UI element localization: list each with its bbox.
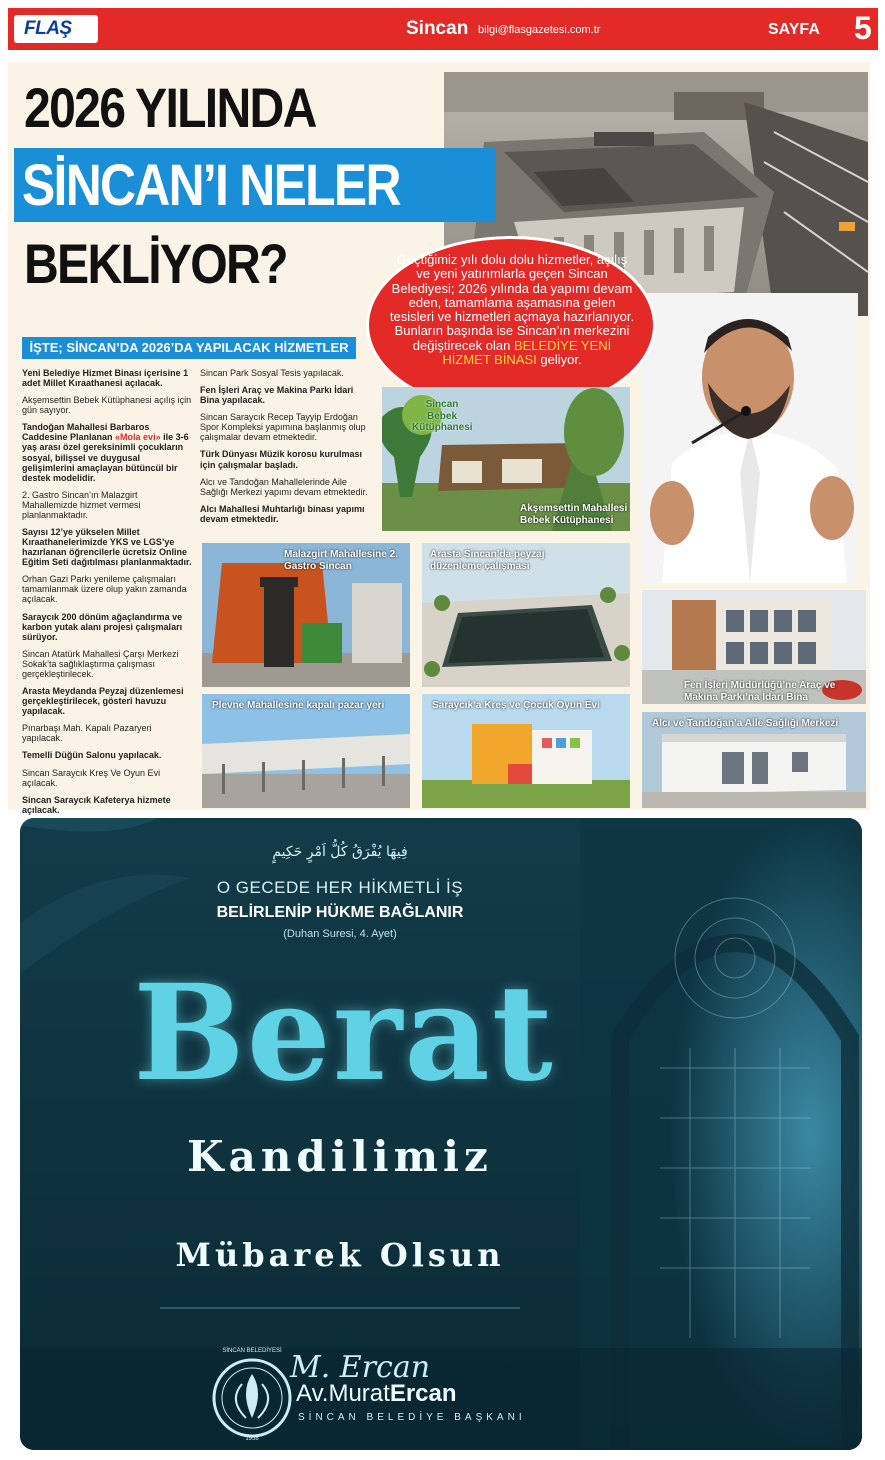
kandil-title: Kandilimiz xyxy=(187,1132,493,1181)
headline-line-1: 2026 YILINDA xyxy=(24,76,316,139)
ad-source: (Duhan Suresi, 4. Ayet) xyxy=(283,928,397,940)
mayor-signature: M. Ercan xyxy=(290,1350,431,1385)
paragraph-bold: Alcı Mahallesi Muhtarlığı binası yapımı devam etmektedir. xyxy=(200,503,365,524)
paragraph-text: Sincan Park Sosyal Tesis yapılacak. xyxy=(200,368,344,378)
paragraph-text: Sincan Saraycık Recep Tayyip Erdoğan Spor Kompleksi yapımına başlanmış olup çalışmalar devam etmektedir. xyxy=(200,412,366,443)
caption-gastro: Malazgirt Mahallesine 2. Gastro Sincan xyxy=(284,549,398,572)
caption-pazar: Plevne Mahallesine kapalı pazar yeri xyxy=(212,700,385,711)
list-paragraph xyxy=(22,368,194,388)
paragraph-bold: Arasta Meydanda Peyzaj düzenlemesi gerçekleştirilecek, gösteri havuzu yapılacak. xyxy=(22,686,184,717)
list-paragraph xyxy=(22,527,194,567)
flas-logo[interactable] xyxy=(14,15,98,43)
list-paragraph xyxy=(200,368,370,378)
logo-text: FLAŞ xyxy=(24,18,72,39)
headline-line-3: BEKLİYOR? xyxy=(24,232,287,295)
mayor-photo xyxy=(642,293,858,583)
paragraph-bold: Temelli Düğün Salonu yapılacak. xyxy=(22,750,162,761)
paragraph-text: 2. Gastro Sincan’ın Malazgirt Mahallemizde hizmet vermesi planlanmaktadır. xyxy=(22,489,141,520)
paragraph-bold: Sayısı 12’ye yükselen Millet Kıraathanelerimizde YKS ve LGS’ye hazırlanan öğrencilerle ücretsiz Online Eğitim Seti dağıtılması planlanmaktadır. xyxy=(22,527,192,568)
list-paragraph xyxy=(200,385,370,405)
mubarek-title: Mübarek Olsun xyxy=(175,1236,505,1274)
pazar-photo xyxy=(202,694,410,808)
contact-email[interactable]: bilgi@flasgazetesi.com.tr xyxy=(478,24,601,36)
paragraph-text: Sincan Saraycık Kreş Ve Oyun Evi açılacak. xyxy=(22,767,161,788)
column-1 xyxy=(22,368,194,822)
list-paragraph xyxy=(22,574,194,604)
paragraph-bold: Saraycık 200 dönüm ağaçlandırma ve karbon yutak alanı projesi çalışmaları sürüyor. xyxy=(22,611,183,642)
list-paragraph xyxy=(22,768,194,788)
library-photo xyxy=(382,387,630,531)
subheading-banner: İŞTE; SİNCAN’DA 2026’DA YAPILACAK HİZMETLER xyxy=(22,337,356,359)
paragraph-bold: Tandoğan Mahallesi Barbaros Caddesine Planlanan xyxy=(22,422,150,443)
list-paragraph xyxy=(22,649,194,679)
paragraph-text: Pınarbaşı Mah. Kapalı Pazaryeri yapılacak. xyxy=(22,723,152,744)
masthead-bar xyxy=(8,8,878,50)
caption-fen-isleri: Fen İşleri Müdürlüğü’ne Araç ve Makina Parkı’na İdari Bina xyxy=(684,680,836,703)
paragraph-bold: Türk Dünyası Müzik korosu kurulması için çalışmalar başladı. xyxy=(200,449,363,470)
list-paragraph xyxy=(22,612,194,642)
intro-end: geliyor. xyxy=(536,352,582,368)
caption-saglik: Alcı ve Tandoğan’a Aile Sağlığı Merkezi xyxy=(652,718,839,729)
ad-line-2: BELİRLENİP HÜKME BAĞLANIR xyxy=(216,904,464,921)
list-paragraph xyxy=(200,477,370,497)
berat-title: Berat xyxy=(133,956,555,1111)
paragraph-bold: ile 3-6 yaş arası özel gereksinimli çocukların sosyal, bilişsel ve duygusal gelişimlerini amaçlayan bütüncül bir destek modelidir. xyxy=(22,432,189,483)
caption-kres: Saraycık’a Kreş ve Çocuk Oyun Evi xyxy=(432,700,600,711)
arasta-photo xyxy=(422,543,630,687)
mayor-name-prefix: Av.Murat xyxy=(296,1380,390,1407)
paragraph-bold: Sincan Saraycık Kafeterya hizmete açılacak. xyxy=(22,794,171,815)
section-city: Sincan xyxy=(406,18,469,39)
paragraph-text: Akşemsettin Bebek Kütüphanesi açılış için gün sayıyor. xyxy=(22,395,192,416)
list-paragraph xyxy=(22,490,194,520)
municipality-seal: SİNCAN BELEDİYESİ xyxy=(222,1348,282,1354)
ad-line-1: O GECEDE HER HİKMETLİ İŞ xyxy=(216,878,464,897)
page-number: 5 xyxy=(854,10,872,46)
list-paragraph xyxy=(22,395,194,415)
mayor-title: SİNCAN BELEDİYE BAŞKANI xyxy=(298,1412,526,1423)
paragraph-text: Sincan Atatürk Mahallesi Çarşı Merkezi Sokak’ta sağlıklaştırma çalışması gerçekleştirilecek. xyxy=(22,648,179,679)
list-paragraph xyxy=(200,412,370,442)
saglik-photo xyxy=(642,712,866,808)
fen-isleri-photo xyxy=(642,590,866,704)
mayor-name xyxy=(296,1380,457,1408)
intro-highlight: BELEDİYE YENİ HİZMET BİNASI xyxy=(442,337,612,368)
berat-kandili-ad xyxy=(20,818,862,1450)
list-paragraph xyxy=(22,723,194,743)
column-2 xyxy=(200,368,370,531)
paragraph-bold: Yeni Belediye Hizmet Binası içerisine 1 adet Millet Kıraathanesi açılacak. xyxy=(22,368,189,389)
list-paragraph xyxy=(22,422,194,482)
headline-line-2-box xyxy=(14,148,496,222)
paragraph-text: Orhan Gazi Parkı yenileme çalışmaları tamamlanmak üzere olup yakın zamanda açılacak. xyxy=(22,574,187,605)
list-paragraph xyxy=(200,504,370,524)
caption-arasta: Arasta Sincan’da peyzaj düzenleme çalışması xyxy=(430,549,545,572)
caption-library: Akşemsettin Mahallesi Bebek Kütüphanesi xyxy=(520,503,628,526)
gastro-photo xyxy=(202,543,410,687)
list-paragraph xyxy=(22,795,194,815)
seal-year: 1958 xyxy=(245,1436,259,1442)
list-paragraph xyxy=(200,449,370,469)
paragraph-bold: Fen İşleri Araç ve Makina Parkı İdari Bina yapılacak. xyxy=(200,385,354,406)
list-paragraph xyxy=(22,750,194,760)
paragraph-bold: «Mola evi» xyxy=(115,432,161,443)
kres-photo xyxy=(422,694,630,808)
mayor-name-bold: Ercan xyxy=(389,1380,457,1407)
library-sign: Sincan Bebek Kütüphanesi xyxy=(412,399,473,433)
list-paragraph xyxy=(22,686,194,716)
page-label: SAYFA xyxy=(768,21,820,38)
paragraph-text: Alcı ve Tandoğan Mahallelerinde Aile Sağlığı Merkezi yapımı devam etmektedir. xyxy=(200,476,368,497)
headline-line-2: SİNCAN’I NELER xyxy=(22,153,400,218)
arabic-verse: فِيهَا يُفْرَقُ كُلُّ اَمْرٍ حَكِيمٍ xyxy=(272,844,408,860)
intro-text: Geçtiğimiz yılı dolu dolu hizmetler, açılış ve yeni yatırımlarla geçen Sincan Belediyesi; 2026 yılında da yapımı devam eden, tamamlama aşamasına gelen tesisleri ve hizmetleri açmaya hazırlanıyor. Bunların başında ise Sincan’ın merkezini değiştirecek olan xyxy=(389,252,635,353)
